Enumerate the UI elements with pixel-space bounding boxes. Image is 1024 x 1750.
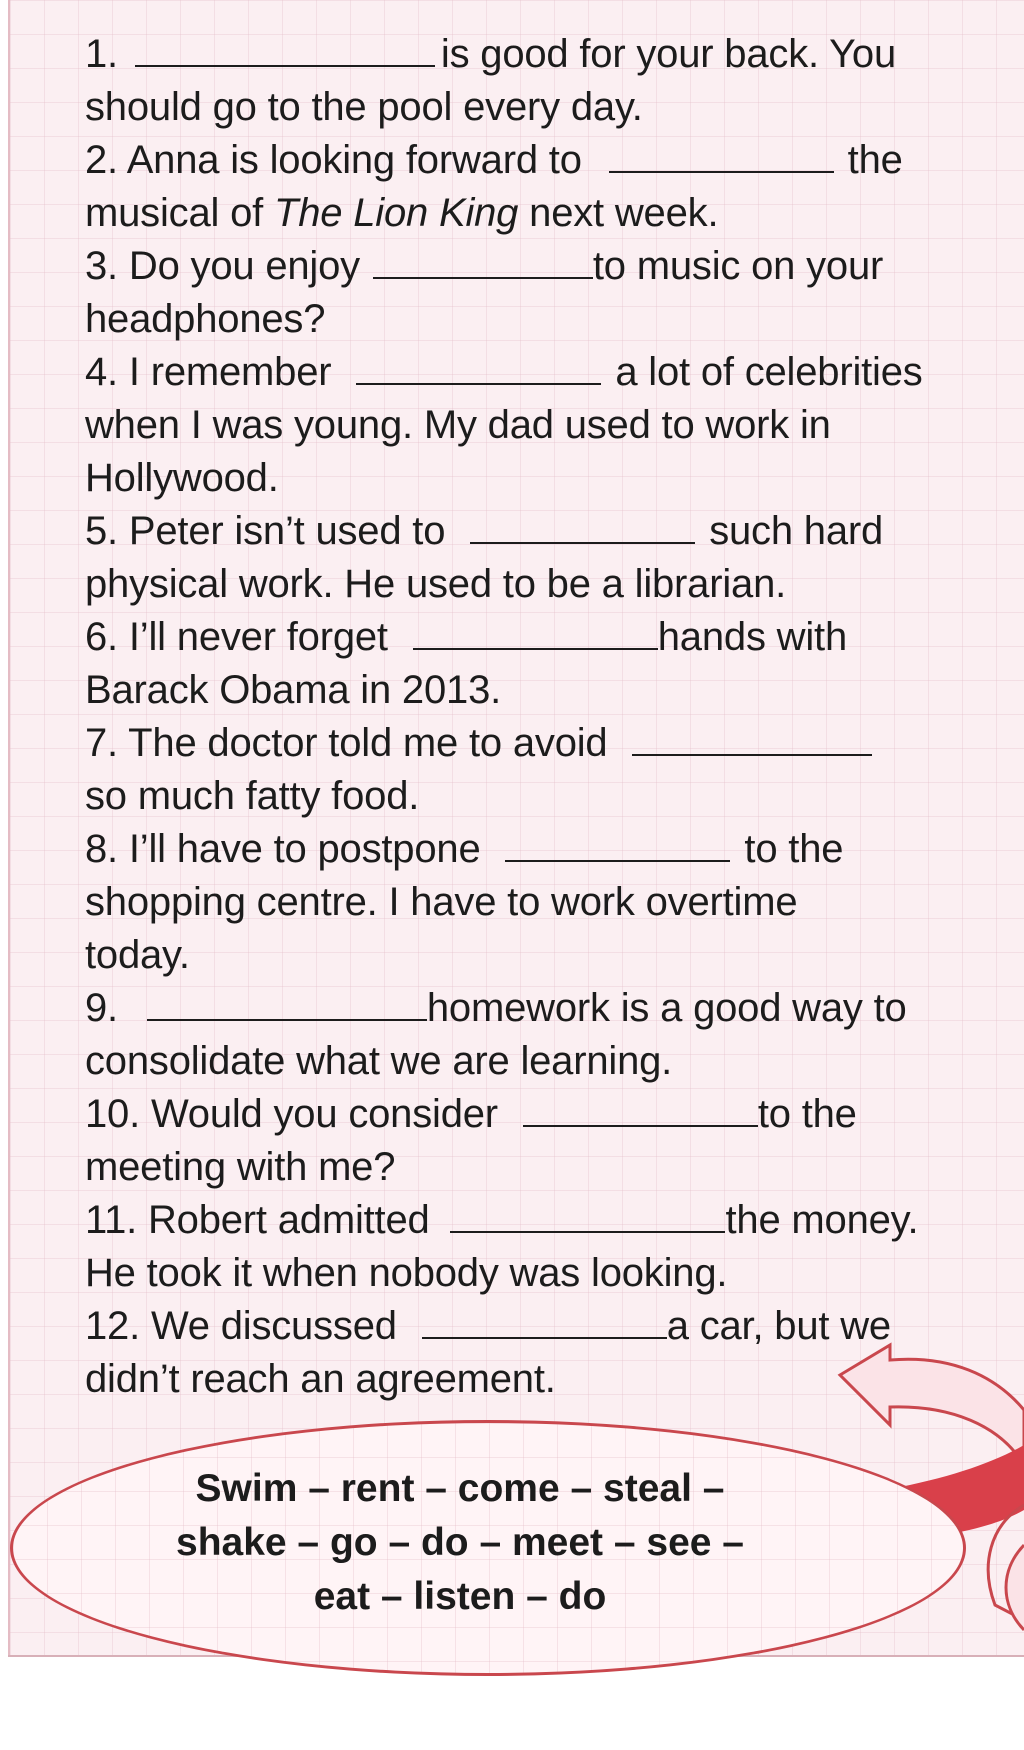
word-bank-line-3: eat – listen – do xyxy=(313,1575,607,1618)
word-bank xyxy=(110,1462,810,1624)
sentence-7-line-2: so much fatty food. xyxy=(85,774,420,818)
sentence-12-line-2: didn’t reach an agreement. xyxy=(85,1357,556,1401)
sentence-3-line-1: 3. Do you enjoy to music on your xyxy=(85,244,884,288)
sentence-2-line-2: musical of The Lion King next week. xyxy=(85,191,719,235)
word-bank-line-1: Swim – rent – come – steal – xyxy=(195,1467,725,1510)
sentence-1-line-1: 1. is good for your back. You xyxy=(85,32,897,76)
sentence-10-line-1: 10. Would you consider to the xyxy=(85,1092,857,1136)
answer-blank-5[interactable] xyxy=(470,508,695,544)
sentence-11-line-1: 11. Robert admitted the money. xyxy=(85,1198,919,1242)
sentence-10-line-2: meeting with me? xyxy=(85,1145,396,1189)
answer-blank-4[interactable] xyxy=(356,349,601,385)
sentence-4-line-2: when I was young. My dad used to work in xyxy=(85,403,831,447)
answer-blank-12[interactable] xyxy=(422,1303,667,1339)
answer-blank-2[interactable] xyxy=(609,137,834,173)
exercise-list xyxy=(85,28,1015,1406)
answer-blank-8[interactable] xyxy=(505,826,730,862)
sentence-6-line-2: Barack Obama in 2013. xyxy=(85,668,502,712)
sentence-8-line-2: shopping centre. I have to work overtime xyxy=(85,880,798,924)
answer-blank-9[interactable] xyxy=(147,985,427,1021)
sentence-5-line-1: 5. Peter isn’t used to such hard xyxy=(85,509,884,553)
sentence-1-line-2: should go to the pool every day. xyxy=(85,85,643,129)
sentence-2-line-1: 2. Anna is looking forward to the xyxy=(85,138,903,182)
sentence-11-line-2: He took it when nobody was looking. xyxy=(85,1251,728,1295)
answer-blank-10[interactable] xyxy=(523,1091,758,1127)
answer-blank-3[interactable] xyxy=(373,243,593,279)
sentence-4-line-3: Hollywood. xyxy=(85,456,279,500)
answer-blank-7[interactable] xyxy=(632,720,872,756)
sentence-8-line-1: 8. I’ll have to postpone to the xyxy=(85,827,844,871)
sentence-7-line-1: 7. The doctor told me to avoid xyxy=(85,717,1015,770)
sentence-9-line-2: consolidate what we are learning. xyxy=(85,1039,673,1083)
sentence-9-line-1: 9. homework is a good way to xyxy=(85,986,907,1030)
word-bank-line-2: shake – go – do – meet – see – xyxy=(176,1521,744,1564)
sentence-3-line-2: headphones? xyxy=(85,297,326,341)
answer-blank-1[interactable] xyxy=(135,31,435,67)
sentence-5-line-2: physical work. He used to be a librarian. xyxy=(85,562,787,606)
sentence-4-line-1: 4. I remember a lot of celebrities xyxy=(85,350,923,394)
answer-blank-6[interactable] xyxy=(413,614,658,650)
sentence-12-line-1: 12. We discussed a car, but we xyxy=(85,1304,891,1348)
answer-blank-11[interactable] xyxy=(450,1197,725,1233)
sentence-8-line-3: today. xyxy=(85,933,190,977)
sentence-6-line-1: 6. I’ll never forget hands with xyxy=(85,615,847,659)
